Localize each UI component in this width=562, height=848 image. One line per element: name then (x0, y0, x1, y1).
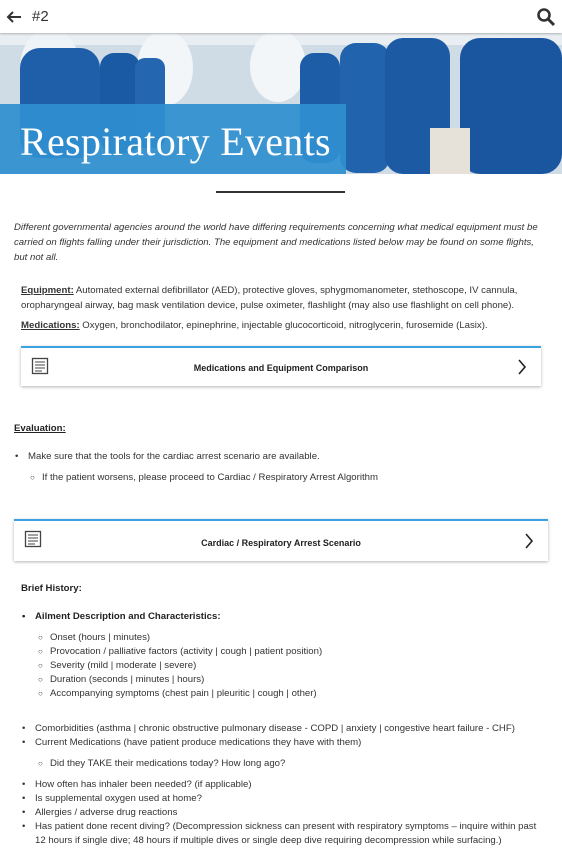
equipment-text: Automated external defibrillator (AED), protective gloves, sphygmomanometer, stethoscope, IV cannula, oropharyngeal airway, bag mask ventilation device, pulse oximeter, flashlight (may also use flashlight on cell phone). (21, 285, 518, 311)
evaluation-heading: Evaluation: (14, 423, 66, 434)
history-heading: Brief History: (21, 583, 82, 594)
scenario-card[interactable] (14, 519, 548, 561)
search-icon[interactable] (536, 7, 556, 27)
diving-item: • Has patient done recent diving? (Decompression sickness can present with respiratory symptoms – inquire within past 12 hours if single dive; 48 hours if multiple dives or single deep dive requiring decompression while surfacing.) (35, 820, 547, 848)
oxygen-item: • Is supplemental oxygen used at home? (35, 792, 202, 806)
ailment-item: ○ Accompanying symptoms (chest pain | pleuritic | cough | other) (50, 687, 317, 701)
intro-text: Different governmental agencies around the world have differing requirements concerning what medical equipment must be carried on flights falling under their jurisdiction. The equipment and medications listed below may be found on some flights, but not all. (14, 222, 538, 263)
allergies-item: • Allergies / adverse drug reactions (35, 806, 177, 820)
ailment-item: ○ Onset (hours | minutes) (50, 631, 150, 645)
inhaler-item: • How often has inhaler been needed? (if applicable) (35, 778, 252, 792)
ailment-item: ○ Provocation / palliative factors (activity | cough | patient position) (50, 645, 322, 659)
comparison-card-label: Medications and Equipment Comparison (193, 363, 369, 373)
current-medications-item: • Current Medications (have patient produce medications they have with them) (35, 736, 361, 750)
equipment-label: Equipment: (21, 285, 74, 296)
equipment-paragraph (21, 283, 543, 313)
ailment-heading: • Ailment Description and Characteristics: (35, 610, 221, 624)
ailment-item: ○ Duration (seconds | minutes | hours) (50, 673, 204, 687)
medications-label: Medications: (21, 320, 80, 331)
page-number: #2 (32, 8, 49, 25)
took-medications-item: ○ Did they TAKE their medications today? How long ago? (50, 757, 285, 771)
scenario-card-label: Cardiac / Respiratory Arrest Scenario (201, 538, 361, 548)
top-app-bar (0, 0, 562, 33)
ailment-item: ○ Severity (mild | moderate | severe) (50, 659, 196, 673)
medications-text: Oxygen, bronchodilator, epinephrine, injectable glucocorticoid, nitroglycerin, furosemide (Lasix). (79, 320, 488, 331)
divider (216, 191, 345, 193)
medications-paragraph (21, 318, 543, 333)
comorbidities-item: • Comorbidities (asthma | chronic obstructive pulmonary disease - COPD | anxiety | congestive heart failure - CHF) (35, 722, 515, 736)
chevron-right-icon (524, 533, 534, 549)
chevron-right-icon (517, 359, 527, 375)
page-title: Respiratory Events (20, 119, 331, 164)
back-arrow-icon[interactable] (4, 7, 24, 27)
evaluation-subbullet: ○ If the patient worsens, please proceed to Cardiac / Respiratory Arrest Algorithm (42, 471, 378, 485)
evaluation-bullet: • Make sure that the tools for the cardiac arrest scenario are available. (28, 450, 320, 464)
comparison-card[interactable] (21, 346, 541, 386)
